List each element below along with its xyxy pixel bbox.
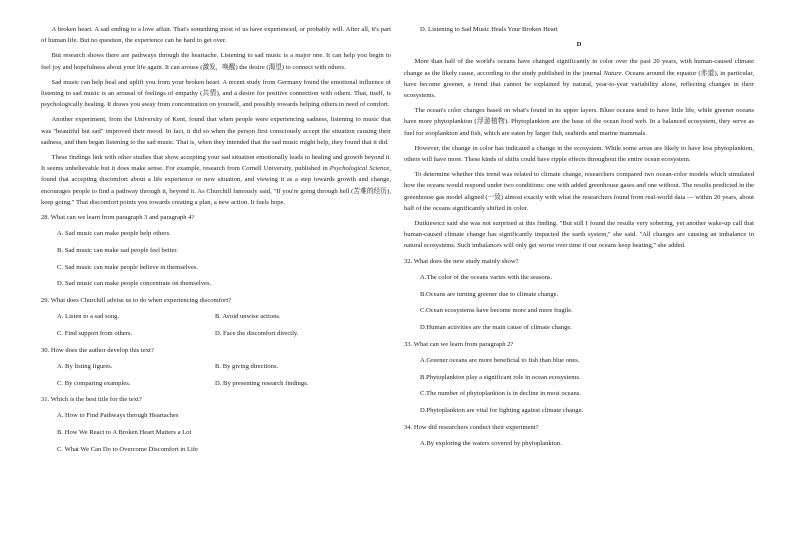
passage-d-paragraph-3: However, the change in color has indicated a change in the ecosystem. While some areas are likely to have less phytoplankton, others will have more. These kinds of shifts could have ripple effects throughout the entire ocean ecosystem. xyxy=(404,144,754,164)
question-34: 34. How did researchers conduct their experiment? xyxy=(404,423,539,431)
q30-options-row-2 xyxy=(57,378,391,389)
q32-option-a[interactable]: A.The color of the oceans varies with the seasons. xyxy=(420,273,553,281)
question-28: 28. What can we learn from paragraph 3 and paragraph 4? xyxy=(41,214,195,222)
q28-option-a[interactable]: A. Sad music can make people help others. xyxy=(57,230,171,238)
question-29: 29. What does Churchill advise us to do when experiencing discomfort? xyxy=(41,297,232,305)
q31-option-a[interactable]: A. How to Find Pathways through Heartaches xyxy=(57,412,179,420)
q28-option-d[interactable]: D. Sad music can make people concentrate on themselves. xyxy=(57,280,212,288)
q30-option-d[interactable]: D. By presenting research findings. xyxy=(215,379,309,387)
q29-options-row-1 xyxy=(57,311,391,322)
q33-option-d[interactable]: D.Phytoplankton are vital for fighting against climate change. xyxy=(420,406,584,414)
question-30: 30. How does the author develop this text? xyxy=(41,346,154,354)
q33-option-b[interactable]: B.Phytoplankton play a significant role in ocean ecosystems. xyxy=(420,373,581,381)
passage-d-paragraph-2: The ocean's color changes based on what's found in its upper layers. Bluer oceans tend to have little life, while greener oceans have more phytoplankton (浮游植物). Phytoplankton are the base of the ocean food web. In a balanced ecosystem, they serve as fuel for zooplankton and fish, which are eaten by larger fish, seabirds and marine mammals. xyxy=(404,107,754,137)
left-column xyxy=(41,24,391,461)
q30-option-a[interactable]: A. By listing figures. xyxy=(57,362,113,370)
paragraph-5-text-b: , found that accepting discomfort about a life experience or new situation, and viewing it as a step towards growth and change, encourages people to find a pathway through it, beyond it. As Churchill famously said, "If you're going through hell (苦难的经历), keep going." That discomfort points you towards creating a plan, a new action. It fuels hope. xyxy=(41,165,391,206)
q31-option-d[interactable]: D. Listening to Sad Music Heals Your Broken Heart xyxy=(420,26,558,33)
paragraph-5 xyxy=(41,152,391,208)
q32-option-d[interactable]: D.Human activities are the main cause of climate change. xyxy=(420,323,572,331)
passage-d-p1-text-a: More than half of the world's oceans have changed significantly in color over the past 20 years, with human-caused climate change as the likely cause, according to the study published in the journal xyxy=(404,58,754,77)
q29-options-row-2 xyxy=(57,328,391,339)
q29-option-b[interactable]: B. Avoid unwise actions. xyxy=(215,313,281,321)
q33-option-a[interactable]: A.Greener oceans are more beneficial to fish than blue ones. xyxy=(420,356,580,364)
paragraph-1: A broken heart. A sad ending to a love affair. That's something most of us have experienced, or probably will. After all, it's part of human life. But no question, the experience can be hard to get over. xyxy=(41,26,391,45)
paragraph-4: Another experiment, from the University of Kent, found that when people were experiencing sadness, listening to music that was "beautiful but sad" improved their mood. In fact, it did so when the person first consciously accept the situation causing their sadness, and then began listening to the sad music. That is, when they intended that the sad music might help, they found that it did. xyxy=(41,116,391,146)
q30-option-b[interactable]: B. By giving directions. xyxy=(215,362,279,370)
passage-d-paragraph-5: Dutkiewicz said she was not surprised at this finding. "But still I found the results very sobering, yet another wake-up call that human-caused climate change has significantly impacted the earth system," she said. "All changes are causing an imbalance in natural ecosystems. Such imbalances will only get worse over time if our oceans keep heating," she added. xyxy=(404,220,754,250)
passage-d-paragraph-1 xyxy=(404,56,754,101)
question-32: 32. What does the new study mainly show? xyxy=(404,257,519,265)
q31-option-b[interactable]: B. How We React to A Broken Heart Matters a Lot xyxy=(57,429,192,437)
journal-name: Nature xyxy=(603,69,622,77)
q28-option-c[interactable]: C. Sad music can make people believe in themselves. xyxy=(57,263,198,271)
q33-option-c[interactable]: C.The number of phytoplankton is in decline in most oceans. xyxy=(420,390,581,398)
paragraph-3: Sad music can help heal and uplift you from your broken heart. A recent study from Germany found the emotional influence of listening to sad music is an arousal of feelings of empathy (共情), and a desire for positive connection with others. That, itself, is psychologically healing. It draws you away from concentration on yourself, and possibly towards helping others in need of comfort. xyxy=(41,78,391,109)
section-letter: D xyxy=(576,41,582,49)
question-31: 31. Which is the best title for the text? xyxy=(41,396,142,404)
paragraph-5-text-a: These findings link with other studies that show accepting your sad situation emotionally leads to healing and growth beyond it. It seems unbelievable but it does make sense. For example, research from Cornell University, published in xyxy=(41,154,391,173)
q32-option-c[interactable]: C.Ocean ecosystems have become more and more fragile. xyxy=(420,307,573,315)
q30-option-c[interactable]: C. By comparing examples. xyxy=(57,379,131,387)
right-column xyxy=(404,24,754,455)
q29-option-c[interactable]: C. Find support from others. xyxy=(57,329,133,337)
q34-option-a[interactable]: A.By exploring the waters covered by phytoplankton. xyxy=(420,439,562,447)
q29-option-a[interactable]: A. Listen to a sad song. xyxy=(57,313,120,321)
q32-option-b[interactable]: B.Oceans are turning greener due to climate change. xyxy=(420,290,559,298)
journal-name: Psychological Science xyxy=(329,165,390,173)
passage-d-paragraph-4: To determine whether this trend was related to climate change, researchers compared two ocean-color models which simulated how the oceans would respond under two conditions: one with added greenhouse gases and one without. The results predicted in the greenhouse gas model aligned (一致) almost exactly with what the researchers found from real-world data — within 20 years, about half of the oceans significantly shifted in color. xyxy=(404,171,754,212)
paragraph-2: But research shows there are pathways through the heartache. Listening to sad music is a major one. It can help you begin to feel joy and hopefulness about your life again. It can arouse (激发，唤醒) the desire (渴望) to connect with others. xyxy=(41,52,391,71)
q28-option-b[interactable]: B. Sad music can make sad people feel better. xyxy=(57,246,178,254)
q29-option-d[interactable]: D. Face the discomfort directly. xyxy=(215,329,299,337)
q30-options-row-1 xyxy=(57,361,391,372)
passage-d-p1-text-b: . Oceans around the equator (赤道), in particular, have become greener, a trend that cannot be explained by natural, year-to-year variability alone, reflecting changes in their ecosystems. xyxy=(404,69,754,100)
q31-option-c[interactable]: C. What We Can Do to Overcome Discomfort in Life xyxy=(57,445,198,453)
question-33: 33. What can we learn from paragraph 2? xyxy=(404,340,514,348)
